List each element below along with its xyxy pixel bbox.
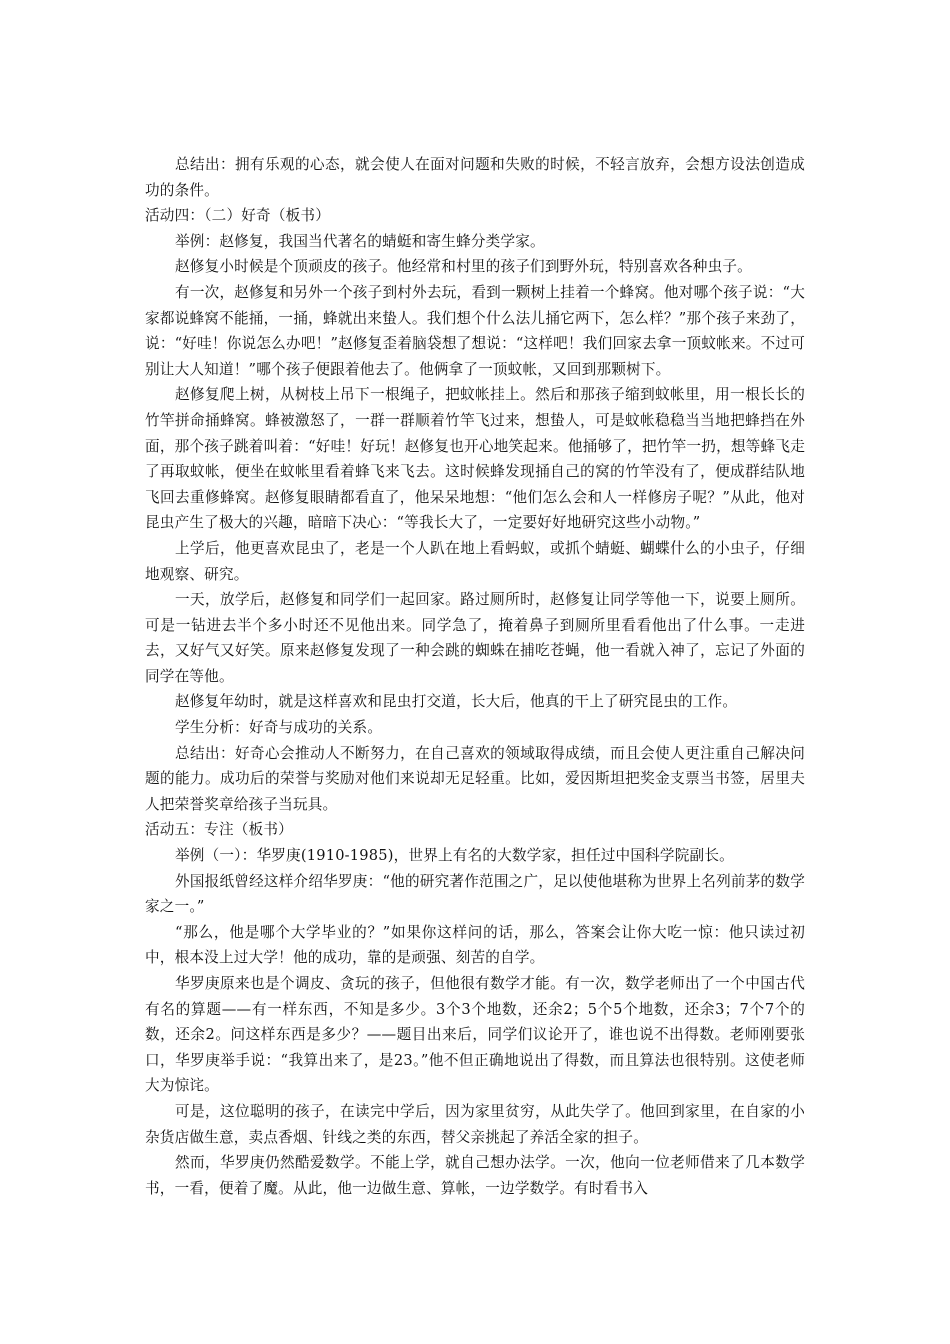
paragraph-zhao-childhood: 赵修复小时候是个顶顽皮的孩子。他经常和村里的孩子们到野外玩，特别喜欢各种虫子。	[175, 258, 752, 276]
document-page	[145, 152, 805, 1201]
paragraph-beehive-story: 有一次，赵修复和另外一个孩子到村外去玩，看到一颗树上挂着一个蜂窝。他对哪个孩子说：“大家都说蜂窝不能捅，一捅，蜂就出来蛰人。我们想个什么法儿捅它两下，怎么样？”那个孩子来劲了，说：“好哇！你说怎么办吧！”赵修复歪着脑袋想了想说：“这样吧！我们回家去拿一顶蚊帐来。不过可别让大人知道！”哪个孩子便跟着他去了。他俩拿了一顶蚊帐，又回到那颗树下。	[145, 283, 805, 378]
paragraph-example-zhao: 举例：赵修复，我国当代著名的蜻蜓和寄生蜂分类学家。	[175, 232, 545, 250]
paragraph-foreign-press: 外国报纸曾经这样介绍华罗庚：“他的研究著作范围之广，足以使他堪称为世界上名列前茅的数学家之一。”	[145, 872, 805, 916]
heading-activity-four: 活动四：（二）好奇（板书）	[145, 207, 331, 225]
paragraph-zhao-career: 赵修复年幼时，就是这样喜欢和昆虫打交道，长大后，他真的干上了研究昆虫的工作。	[175, 693, 738, 711]
paragraph-left-school: 可是，这位聪明的孩子，在读完中学后，因为家里贫穷，从此失学了。他回到家里，在自家的小杂货店做生意，卖点香烟、针线之类的东西，替父亲挑起了养活全家的担子。	[145, 1102, 805, 1146]
paragraph-mosquito-net-story: 赵修复爬上树，从树枝上吊下一根绳子，把蚊帐挂上。然后和那孩子缩到蚊帐里，用一根长长的竹竿拼命捅蜂窝。蜂被激怒了，一群一群顺着竹竿飞过来，想蛰人，可是蚊帐稳稳当当地把蜂挡在外面，那个孩子跳着叫着：“好哇！好玩！赵修复也开心地笑起来。他捅够了，把竹竿一扔，想等蜂飞走了再取蚊帐，便坐在蚊帐里看着蜂飞来飞去。这时候蜂发现捅自己的窝的竹竿没有了，便成群结队地飞回去重修蜂窝。赵修复眼睛都看直了，他呆呆地想：“他们怎么会和人一样修房子呢？”从此，他对昆虫产生了极大的兴趣，暗暗下决心：“等我长大了，一定要好好地研究这些小动物。”	[145, 386, 805, 532]
paragraph-summary-optimism: 总结出：拥有乐观的心态，就会使人在面对问题和失败的时候，不轻言放弃，会想方设法创造成功的条件。	[145, 156, 805, 199]
paragraph-student-analysis: 学生分析：好奇与成功的关系。	[175, 719, 383, 737]
paragraph-example-hua: 举例（一）：华罗庚(1910-1985)，世界上有名的大数学家，担任过中国科学院副长。	[175, 847, 734, 865]
paragraph-loves-math: 然而，华罗庚仍然酷爱数学。不能上学，就自己想办法学。一次，他向一位老师借来了几本数学书，一看，便着了魔。从此，他一边做生意、算帐，一边学数学。有时看书入	[145, 1154, 805, 1197]
paragraph-summary-curiosity: 总结出：好奇心会推动人不断努力，在自己喜欢的领域取得成绩，而且会使人更注重自己解决问题的能力。成功后的荣誉与奖励对他们来说却无足轻重。比如，爱因斯坦把奖金支票当书签，居里夫人把荣誉奖章给孩子当玩具。	[145, 744, 805, 813]
paragraph-math-puzzle: 华罗庚原来也是个调皮、贪玩的孩子，但他很有数学才能。有一次，数学老师出了一个中国古代有名的算题——有一样东西，不知是多少。3个3个地数，还余2；5个5个地数，还余3；7个7个的数，还余2。问这样东西是多少？——题目出来后，同学们议论开了，谁也说不出得数。老师刚要张口，华罗庚举手说：“我算出来了，是23。”他不但正确地说出了得数，而且算法也很特别。这使老师大为惊诧。	[145, 975, 805, 1095]
heading-activity-five: 活动五：专注（板书）	[145, 821, 293, 839]
paragraph-school-insects: 上学后，他更喜欢昆虫了，老是一个人趴在地上看蚂蚁，或抓个蜻蜓、蝴蝶什么的小虫子，仔细地观察、研究。	[145, 539, 805, 583]
paragraph-spider-story: 一天，放学后，赵修复和同学们一起回家。路过厕所时，赵修复让同学等他一下，说要上厕所。可是一钻进去半个多小时还不见他出来。同学急了，掩着鼻子到厕所里看看他出了什么事。一走进去，又好气又好笑。原来赵修复发现了一种会跳的蜘蛛在捕吃苍蝇，他一看就入神了，忘记了外面的同学在等他。	[145, 591, 805, 685]
paragraph-self-study: “那么，他是哪个大学毕业的？”如果你这样问的话，那么，答案会让你大吃一惊：他只读过初中，根本没上过大学！他的成功，靠的是顽强、刻苦的自学。	[145, 923, 805, 967]
